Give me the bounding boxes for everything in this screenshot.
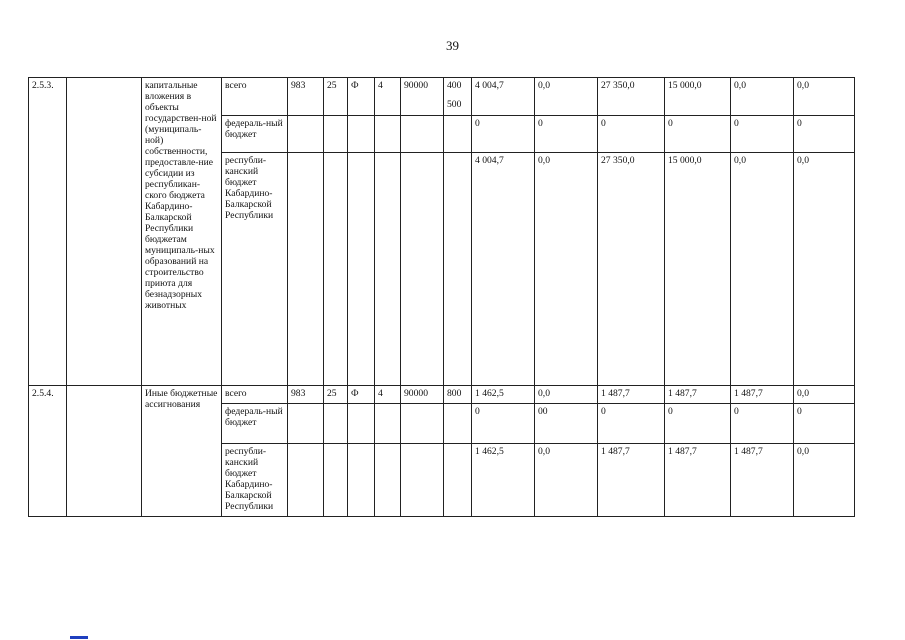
value-cell: 4 004,7 [472,153,535,386]
source-cell: республи-канский бюджет Кабардино-Балкарской Республики [222,444,288,517]
code-cell: 90000 [401,78,444,116]
value-cell: 0 [731,116,794,153]
empty-cell [67,78,142,386]
value-cell: 0 [731,404,794,444]
code-cell [401,153,444,386]
scan-mark [70,636,88,639]
value-cell: 1 487,7 [665,444,731,517]
code-cell [348,153,375,386]
value-cell: 1 487,7 [598,386,665,404]
code-cell [375,153,401,386]
page-number: 39 [446,38,459,53]
source-cell: федераль-ный бюджет [222,404,288,444]
code-cell [348,444,375,517]
code-cell [348,116,375,153]
value-cell: 1 487,7 [598,444,665,517]
value-cell: 0,0 [731,153,794,386]
code-cell [444,78,472,116]
row-name: капитальные вложения в объекты государствен-ной (муниципаль-ной) собственности, предоставле-ние субсидии из республикан-ского бюджета Кабардино-Балкарской Республики бюджетам муниципаль-ных образований на строительство приюта для безнадзорных животных [142,78,222,386]
code-cell: Ф [348,78,375,116]
value-cell: 0,0 [535,153,598,386]
code-cell [444,444,472,517]
source-cell: республи-канский бюджет Кабардино-Балкарской Республики [222,153,288,386]
value-cell: 0 [665,116,731,153]
value-cell: 0,0 [535,444,598,517]
value-cell: 0 [598,116,665,153]
code-cell [288,153,324,386]
code-cell [324,444,348,517]
code-cell [348,404,375,444]
value-cell: 0,0 [535,78,598,116]
code-cell: 4 [375,78,401,116]
code-cell [288,116,324,153]
row-code: 2.5.3. [29,78,67,386]
code-cell [324,153,348,386]
row-code: 2.5.4. [29,386,67,517]
value-cell: 00 [535,404,598,444]
code-cell [444,404,472,444]
budget-table [28,77,855,517]
code-cell [401,116,444,153]
code-cell [401,404,444,444]
code-cell: 25 [324,78,348,116]
value-cell: 0,0 [794,386,855,404]
code-cell: 90000 [401,386,444,404]
code-cell [324,116,348,153]
value-cell: 1 462,5 [472,386,535,404]
value-cell: 0,0 [794,153,855,386]
value-cell: 1 487,7 [665,386,731,404]
code-value: 500 [447,99,462,110]
value-cell: 15 000,0 [665,78,731,116]
code-cell [375,116,401,153]
value-cell: 1 487,7 [731,386,794,404]
value-cell: 0 [598,404,665,444]
code-cell [288,444,324,517]
value-cell: 0 [665,404,731,444]
code-cell: 983 [288,386,324,404]
code-cell [324,404,348,444]
source-cell: всего [222,386,288,404]
empty-cell [67,386,142,517]
table-row [29,78,855,116]
code-cell [401,444,444,517]
source-cell: всего [222,78,288,116]
row-name: Иные бюджетные ассигнования [142,386,222,517]
code-value: 400 [447,80,462,91]
code-cell [375,444,401,517]
value-cell: 15 000,0 [665,153,731,386]
value-cell: 0,0 [535,386,598,404]
value-cell: 0 [472,404,535,444]
table-row [29,386,855,404]
value-cell: 0 [535,116,598,153]
code-cell: 983 [288,78,324,116]
code-cell: 4 [375,386,401,404]
code-cell: 25 [324,386,348,404]
code-cell [444,153,472,386]
code-cell: 800 [444,386,472,404]
value-cell: 0 [794,404,855,444]
value-cell: 0 [794,116,855,153]
value-cell: 27 350,0 [598,78,665,116]
value-cell: 1 462,5 [472,444,535,517]
source-cell: федераль-ный бюджет [222,116,288,153]
value-cell: 27 350,0 [598,153,665,386]
code-cell [288,404,324,444]
value-cell: 0 [472,116,535,153]
code-cell [444,116,472,153]
value-cell: 0,0 [794,444,855,517]
value-cell: 1 487,7 [731,444,794,517]
value-cell: 0,0 [731,78,794,116]
code-cell: Ф [348,386,375,404]
value-cell: 0,0 [794,78,855,116]
value-cell: 4 004,7 [472,78,535,116]
code-cell [375,404,401,444]
